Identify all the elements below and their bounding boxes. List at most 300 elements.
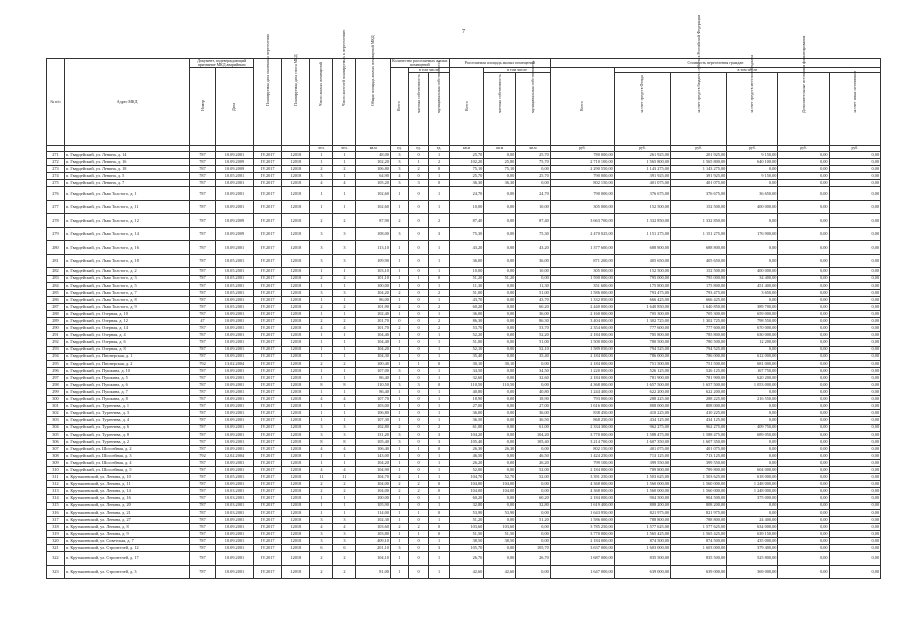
table-cell: 0,00 [484, 389, 516, 396]
table-cell: 11,30 [449, 282, 484, 289]
table-cell: 2 184 000,00 [550, 374, 614, 381]
table-cell: 2 [429, 424, 449, 431]
table-cell: 808 000,00 [614, 403, 670, 410]
table-cell: 3 [310, 424, 333, 431]
table-cell: 0,00 [484, 452, 516, 459]
table-cell: 0 [408, 417, 428, 424]
table-cell: 101,70 [356, 318, 391, 325]
table-cell: 12018 [282, 367, 310, 374]
table-cell: 0,00 [829, 502, 880, 509]
table-cell: 1 [310, 495, 333, 502]
table-cell: 787 [190, 523, 216, 530]
table-cell: 0,00 [778, 516, 829, 523]
table-row [47, 424, 881, 431]
table-row [47, 180, 881, 187]
table-cell: 0,00 [778, 410, 829, 417]
table-cell: 12018 [282, 200, 310, 214]
table-cell: 3 770 000,00 [550, 530, 614, 537]
table-cell: IV.2017 [254, 495, 282, 502]
table-cell: п. Гвардейский, ул. Тургенева, д. 4 [64, 417, 189, 424]
table-cell: 787 [190, 180, 216, 187]
table-cell: 291 [47, 332, 65, 339]
table-cell: 2 [310, 565, 333, 579]
table-cell: 793 475,00 [614, 289, 670, 296]
table-cell: 0 [408, 325, 428, 332]
table-cell: 0,00 [778, 474, 829, 481]
table-cell: 110,50 [356, 381, 391, 388]
table-cell: 303 [47, 417, 65, 424]
table-cell: 309 [47, 460, 65, 467]
table-cell: 278 [47, 214, 65, 228]
table-cell: 87,90 [356, 214, 391, 228]
table-cell: 794 525,00 [614, 346, 670, 353]
table-cell: 2 [333, 565, 356, 579]
table-cell: п. Гвардейский, ул. Озерная, д. 8 [64, 346, 189, 353]
table-cell: 2 [408, 523, 428, 530]
table-cell: 3 [390, 166, 408, 173]
table-cell: 4 [310, 523, 333, 530]
table-cell: 10.09.2001 [215, 523, 253, 530]
table-cell: 10.09.2009 [215, 166, 253, 173]
table-cell: 0,00 [829, 159, 880, 166]
table-cell: 36,00 [449, 254, 484, 268]
table-cell: 10.09.2001 [215, 467, 253, 474]
table-cell: 13.02.2004 [215, 360, 253, 367]
table-cell: 0,00 [778, 282, 829, 289]
table-cell: п. Гвардейский, ул. Тургенева, д. 1 [64, 403, 189, 410]
table-cell: 1 590 000,00 [550, 275, 614, 282]
table-cell: 11,30 [516, 282, 551, 289]
table-cell: 1 565 800,00 [614, 159, 670, 166]
table-cell: 666 425,00 [671, 296, 727, 303]
table-cell: 0,00 [484, 460, 516, 467]
table-cell: 4 [333, 467, 356, 474]
table-cell: 0,00 [778, 325, 829, 332]
table-cell: 0,00 [778, 214, 829, 228]
table-cell: 0,00 [829, 460, 880, 467]
table-cell: 634 000,00 [727, 523, 778, 530]
table-cell: 25,70 [449, 152, 484, 159]
table-cell: IV.2017 [254, 296, 282, 303]
table-cell: 0 [429, 481, 449, 488]
table-cell: 787 [190, 268, 216, 275]
table-cell: 48,00 [356, 152, 391, 159]
table-cell: 105,20 [356, 180, 391, 187]
table-cell: 201,10 [356, 545, 391, 552]
table-cell: 0 [408, 214, 428, 228]
table-cell: 3 [429, 545, 449, 552]
table-cell: 2 [408, 166, 428, 173]
table-cell: 4 [310, 396, 333, 403]
table-cell: 0 [408, 173, 428, 180]
table-cell: 12018 [282, 227, 310, 241]
table-cell: 0 [429, 530, 449, 537]
table-cell: 1 657 500,00 [614, 381, 670, 388]
table-cell: 1 643 950,00 [550, 509, 614, 516]
table-cell: 307 [47, 445, 65, 452]
table-row [47, 275, 881, 282]
table-cell: 787 [190, 289, 216, 296]
table-cell: 1 151 275,00 [614, 227, 670, 241]
table-cell: IV.2017 [254, 360, 282, 367]
table-cell: 1 565 425,00 [671, 530, 727, 537]
table-cell: 12018 [282, 159, 310, 166]
table-cell: 10.09.2001 [215, 389, 253, 396]
table-cell: 0,00 [778, 495, 829, 502]
table-cell: 0,00 [829, 180, 880, 187]
table-cell: 10.09.2001 [215, 241, 253, 255]
table-cell: 1 [429, 346, 449, 353]
table-cell: 12018 [282, 509, 310, 516]
table-cell: 0,00 [829, 467, 880, 474]
table-cell: 799 100,00 [550, 460, 614, 467]
table-cell: 10.09.2001 [215, 374, 253, 381]
table-cell: 305 [47, 431, 65, 438]
table-cell: 152 500,00 [671, 268, 727, 275]
table-cell: 1 [390, 346, 408, 353]
table-cell: 4 [310, 325, 333, 332]
table-cell: 787 [190, 339, 216, 346]
table-cell: IV.2017 [254, 311, 282, 318]
table-cell: 3 [429, 438, 449, 445]
table-cell: 305 000,00 [550, 268, 614, 275]
table-cell: 1 [390, 403, 408, 410]
table-cell: 2 [310, 166, 333, 173]
table-cell: 104,70 [449, 474, 484, 481]
table-cell: 27,00 [449, 403, 484, 410]
table-cell: 288 225,00 [671, 396, 727, 403]
table-cell: п. Крутышевский, ул. Ленина, д. 8 [64, 523, 189, 530]
table-cell: 0 [408, 187, 428, 201]
table-cell: 52,70 [484, 474, 516, 481]
table-cell: 1 [429, 452, 449, 459]
table-row [47, 152, 881, 159]
table-row [47, 488, 881, 495]
table-cell: 0,00 [829, 275, 880, 282]
table-cell: 26,70 [449, 552, 484, 566]
table-cell: 0,00 [484, 403, 516, 410]
table-row [47, 403, 881, 410]
table-cell: 0,00 [829, 200, 880, 214]
table-cell: п. Крутышевский, ул. Ленина, д. 16 [64, 495, 189, 502]
table-cell: 3 [333, 289, 356, 296]
table-cell: 1 577 625,00 [671, 523, 727, 530]
table-cell: 0 [429, 381, 449, 388]
table-cell: 103,80 [356, 530, 391, 537]
table-cell: 2 [333, 214, 356, 228]
table-cell: 34 400,00 [727, 275, 778, 282]
table-cell: 0 [408, 467, 428, 474]
table-cell: 0,00 [829, 417, 880, 424]
table-cell: 105,40 [516, 438, 551, 445]
table-cell: 2 [310, 481, 333, 488]
table-cell: 2 440 000,00 [550, 303, 614, 310]
table-cell: IV.2017 [254, 332, 282, 339]
table-cell: 0,00 [484, 214, 516, 228]
table-cell: 12018 [282, 495, 310, 502]
table-cell: 400 000,00 [727, 268, 778, 275]
table-cell: 904 500,00 [671, 495, 727, 502]
table-cell: 1 [333, 159, 356, 166]
unit-cell: руб. [829, 146, 880, 152]
table-cell: 86,30 [449, 318, 484, 325]
table-cell: 0,00 [829, 403, 880, 410]
table-cell: 1 [390, 502, 408, 509]
table-cell: 8 [310, 438, 333, 445]
table-cell: п. Крутышевский, ул. Ленина, д. 27 [64, 516, 189, 523]
table-cell: 12018 [282, 417, 310, 424]
table-cell: 0,00 [484, 227, 516, 241]
header-cost-incl: в том числе [614, 68, 880, 73]
table-cell: 0 [408, 438, 428, 445]
table-cell: 1 [390, 282, 408, 289]
table-cell: 0,00 [829, 296, 880, 303]
table-row [47, 445, 881, 452]
table-cell: 0,00 [778, 396, 829, 403]
table-cell: 12018 [282, 481, 310, 488]
table-cell: 2 [310, 303, 333, 310]
table-cell: 36,00 [516, 254, 551, 268]
table-cell: 795 000,00 [614, 275, 670, 282]
table-cell: 1 [429, 538, 449, 545]
table-cell: 821 975,00 [614, 509, 670, 516]
table-cell: 104,90 [356, 467, 391, 474]
header-cost-group: Стоимость переселения граждан [550, 59, 880, 68]
header-rooms-count: Число жилых помещений [310, 59, 333, 146]
table-cell: 26,20 [516, 460, 551, 467]
table-cell: 107,00 [356, 367, 391, 374]
table-cell: 0 [429, 488, 449, 495]
table-cell: 786 000,00 [671, 353, 727, 360]
table-cell: п. Гвардейский, ул. Озерная, д. 4 [64, 332, 189, 339]
table-cell: 1 248 000,00 [727, 488, 778, 495]
table-cell: 787 [190, 187, 216, 201]
unit-cell: кв.м [449, 146, 484, 152]
table-cell: 962 275,00 [614, 424, 670, 431]
table-cell: 0,00 [484, 374, 516, 381]
table-cell: 1 647 000,00 [550, 565, 614, 579]
table-cell: 787 [190, 410, 216, 417]
table-cell: 2 354 600,00 [550, 325, 614, 332]
table-cell: 0,00 [829, 227, 880, 241]
table-cell: 788 800,00 [614, 516, 670, 523]
table-cell: 12018 [282, 374, 310, 381]
table-cell: 0,00 [778, 173, 829, 180]
table-cell: 0,00 [727, 214, 778, 228]
table-cell: 0,00 [829, 346, 880, 353]
table-cell: 1 143 275,00 [671, 166, 727, 173]
table-cell: 43,20 [516, 241, 551, 255]
table-cell: 1 [408, 509, 428, 516]
table-cell: 311 [47, 474, 65, 481]
table-cell: 0,00 [727, 166, 778, 173]
unit-cell: ед. [390, 146, 408, 152]
table-cell: 781 900,00 [671, 374, 727, 381]
table-cell: 790 000,00 [550, 187, 614, 201]
table-cell: 3 [333, 431, 356, 438]
header-address: Адрес МКД [64, 59, 189, 146]
table-cell: 10,00 [516, 200, 551, 214]
table-cell: 36,00 [516, 311, 551, 318]
table-cell: 3 637 000,00 [550, 545, 614, 552]
table-cell: 0,00 [829, 481, 880, 488]
table-cell: 622 200,00 [614, 389, 670, 396]
table-cell: 0,00 [484, 516, 516, 523]
table-cell: 313 [47, 488, 65, 495]
table-cell: 103,60 [449, 523, 484, 530]
table-cell: 0,00 [829, 509, 880, 516]
table-cell: 1 [333, 311, 356, 318]
table-cell: 34,50 [449, 367, 484, 374]
table-cell: 3 [333, 241, 356, 255]
table-cell: 1 [390, 241, 408, 255]
table-cell: 376 675,00 [614, 187, 670, 201]
table-cell: 9 150,00 [727, 152, 778, 159]
table-cell: п. Гвардейский, ул. Шоссейная, д. 5 [64, 467, 189, 474]
table-cell: 0,00 [516, 481, 551, 488]
table-cell: 787 [190, 227, 216, 241]
table-row [47, 565, 881, 579]
table-cell: 289 [47, 318, 65, 325]
table-cell: 0,00 [829, 565, 880, 579]
table-cell: 787 [190, 367, 216, 374]
table-cell: 0,00 [778, 289, 829, 296]
table-cell: 1 [310, 152, 333, 159]
table-cell: 10.09.2001 [215, 187, 253, 201]
table-row [47, 396, 881, 403]
table-cell: п. Гвардейский, ул. Льва Толстого, д. 1 [64, 187, 189, 201]
table-cell: 1 [390, 530, 408, 537]
table-cell: 51,20 [449, 516, 484, 523]
table-cell: 777 600,00 [671, 325, 727, 332]
table-cell: 0,00 [484, 318, 516, 325]
table-cell: 808 200,00 [671, 502, 727, 509]
table-cell: 4 368 000,00 [550, 381, 614, 388]
table-cell: 10.09.2001 [215, 565, 253, 579]
table-row [47, 552, 881, 566]
table-cell: 0,00 [829, 325, 880, 332]
table-cell: п. Гвардейский, ул. Пушкина, д. 7 [64, 389, 189, 396]
table-cell: 0,00 [484, 282, 516, 289]
table-cell: 0,00 [778, 332, 829, 339]
table-cell: 2 184 000,00 [550, 360, 614, 367]
header-planned-demolish: Планируемая дата сноса МКД [282, 59, 310, 146]
table-cell: 0,00 [516, 530, 551, 537]
table-cell: 3 [310, 530, 333, 537]
table-cell: 81,00 [356, 565, 391, 579]
table-cell: 1 [390, 538, 408, 545]
table-cell: 1 [429, 410, 449, 417]
table-cell: 0 [429, 509, 449, 516]
table-cell: 1 [333, 187, 356, 201]
table-cell: 10.05.2001 [215, 254, 253, 268]
table-row [47, 516, 881, 523]
table-cell: 52,00 [516, 467, 551, 474]
table-cell: 1 [408, 474, 428, 481]
table-cell: IV.2017 [254, 282, 282, 289]
table-cell: 86,40 [356, 389, 391, 396]
table-cell: IV.2017 [254, 275, 282, 282]
table-cell: 1 616 000,00 [550, 403, 614, 410]
table-cell: 1 [333, 452, 356, 459]
table-cell: 1 [333, 353, 356, 360]
table-cell: 0,00 [778, 152, 829, 159]
header-doc-number: Номер [190, 68, 216, 146]
table-cell: 1 [310, 452, 333, 459]
table-cell: 43,20 [449, 241, 484, 255]
table-row [47, 360, 881, 367]
table-cell: 787 [190, 481, 216, 488]
table-cell: 104,20 [449, 431, 484, 438]
table-cell: 46,50 [516, 452, 551, 459]
table-cell: 0 [408, 268, 428, 275]
table-cell: 60,20 [449, 303, 484, 310]
table-cell: IV.2017 [254, 353, 282, 360]
table-row [47, 227, 881, 241]
unit-cell: руб. [550, 146, 614, 152]
table-cell: 787 [190, 431, 216, 438]
table-cell: 0 [429, 180, 449, 187]
table-cell: 0 [408, 538, 428, 545]
table-cell: п. Гвардейский, ул. Озерная, д. 14 [64, 325, 189, 332]
table-cell: 104,00 [449, 481, 484, 488]
table-cell: 0,00 [484, 467, 516, 474]
table-cell: 780 500,00 [614, 339, 670, 346]
table-cell: 4 [310, 180, 333, 187]
table-cell: 4 [333, 325, 356, 332]
table-cell: 787 [190, 241, 216, 255]
table-cell: 283 [47, 275, 65, 282]
table-cell: 292 [47, 339, 65, 346]
table-cell: 2 [390, 214, 408, 228]
table-cell: 10.09.2001 [215, 417, 253, 424]
table-cell: 12018 [282, 523, 310, 530]
table-cell: 321 [47, 545, 65, 552]
table-cell: 12018 [282, 332, 310, 339]
table-cell: 787 [190, 311, 216, 318]
table-cell: 1 [333, 173, 356, 180]
table-cell: 1 302 725,00 [671, 318, 727, 325]
table-cell: 12018 [282, 353, 310, 360]
table-cell: 273 [47, 166, 65, 173]
table-cell: 1 [429, 187, 449, 201]
table-cell: 12018 [282, 360, 310, 367]
table-cell: 10.03.2001 [215, 509, 253, 516]
table-cell: 1 589 050,00 [550, 346, 614, 353]
table-cell: 0,00 [484, 289, 516, 296]
table-cell: п. Гвардейский, ул. Ленина, д. 18 [64, 166, 189, 173]
table-cell: 26,30 [484, 445, 516, 452]
table-cell: 786 000,00 [614, 353, 670, 360]
table-cell: 10.05.2001 [215, 289, 253, 296]
table-cell: 1 560 000,00 [614, 481, 670, 488]
table-cell: 10.09.2001 [215, 445, 253, 452]
table-cell: 284 [47, 282, 65, 289]
table-cell: 2 184 000,00 [550, 353, 614, 360]
header-area: Общая площадь жилых помещений МКД [356, 59, 391, 146]
table-cell: 0,00 [484, 410, 516, 417]
table-cell: 24 400,00 [727, 516, 778, 523]
unit-cell: ед. [408, 146, 428, 152]
table-cell: 788 800,00 [671, 516, 727, 523]
table-cell: 104,40 [356, 339, 391, 346]
table-cell: 104,20 [356, 460, 391, 467]
table-cell: IV.2017 [254, 565, 282, 579]
table-cell: 105,70 [516, 545, 551, 552]
table-cell: 0,00 [829, 438, 880, 445]
table-cell: 1 560 000,00 [671, 481, 727, 488]
table-cell: 1 244 400,00 [550, 389, 614, 396]
